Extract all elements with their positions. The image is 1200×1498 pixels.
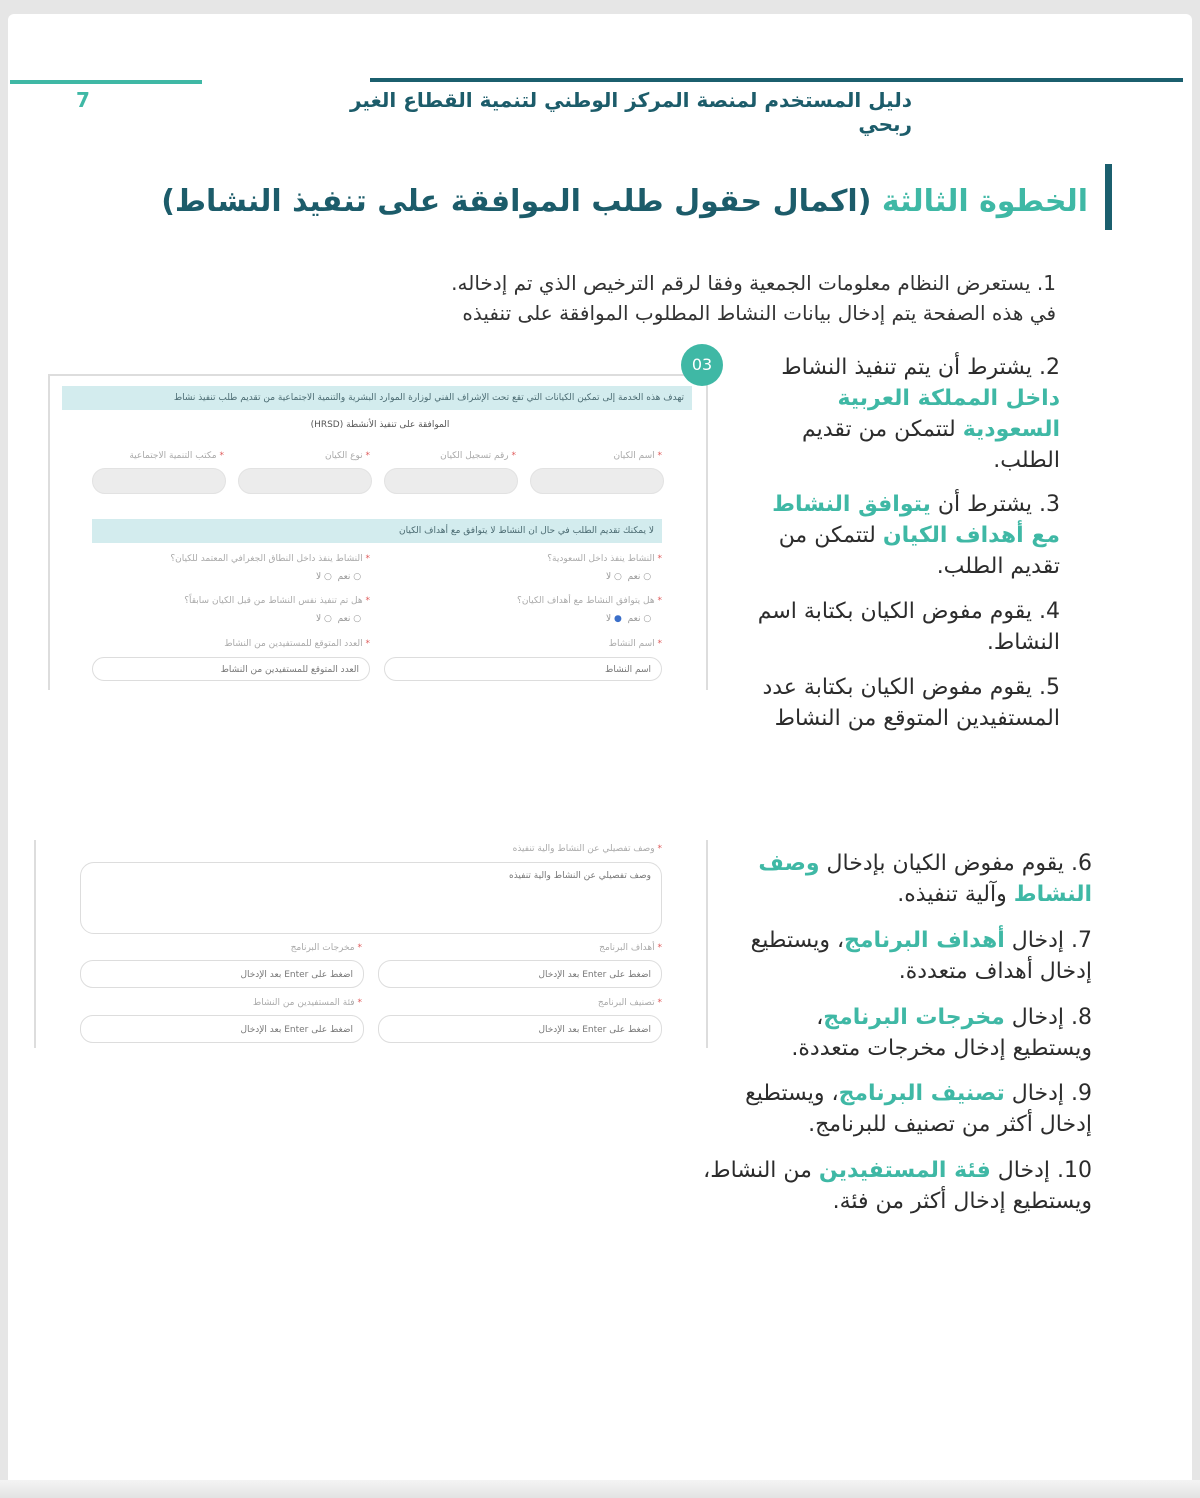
- warning-banner: لا يمكنك تقديم الطلب في حال ان النشاط لا يتوافق مع أهداف الكيان: [92, 519, 662, 543]
- section-heading-rest: (اكمال حقول طلب الموافقة على تنفيذ النشاط): [161, 184, 882, 219]
- field-label: * العدد المتوقع للمستفيدين من النشاط: [224, 639, 370, 649]
- field-label: * فئة المستفيدين من النشاط: [252, 998, 362, 1008]
- program-outputs-input[interactable]: اضغط على Enter بعد الإدخال: [80, 960, 364, 988]
- item-text: ، ويستطيع إدخال أهداف متعددة.: [750, 928, 1092, 984]
- field-label: * مكتب التنمية الاجتماعية: [129, 451, 224, 461]
- item-text: 8. إدخال: [1004, 1005, 1092, 1030]
- list-item: 5. يقوم مفوض الكيان بكتابة عدد المستفيدين المتوقع من النشاط: [762, 675, 1060, 731]
- question-label: * هل تم تنفيذ نفس النشاط من قبل الكيان سابقاً؟: [184, 596, 370, 606]
- list-item: [730, 848, 1092, 910]
- list-item: [740, 489, 1060, 582]
- field-label: * نوع الكيان: [324, 451, 370, 461]
- item-highlight: فئة المستفيدين: [818, 1158, 991, 1183]
- step-number-badge: 03: [681, 344, 723, 386]
- form-screenshot-1: [48, 374, 708, 690]
- item-text: 7. إدخال: [1004, 928, 1092, 953]
- intro-line-2: في هذه الصفحة يتم إدخال بيانات النشاط المطلوب الموافقة على تنفيذه: [462, 301, 1056, 325]
- intro-paragraph: [160, 268, 1056, 328]
- yes-no-radio[interactable]: ○ نعم ○ لا: [316, 614, 362, 624]
- service-info-banner: تهدف هذه الخدمة إلى تمكين الكيانات التي تقع تحت الإشراف الفني لوزارة الموارد البشرية والتنمية الاجتماعية من تقديم طلب تنفيذ نشاط: [62, 386, 692, 410]
- yes-no-radio[interactable]: ○ نعم ● لا: [606, 614, 652, 624]
- item-highlight: يتوافق النشاط مع أهداف الكيان: [772, 492, 1060, 548]
- yes-no-radio[interactable]: ○ نعم ○ لا: [606, 572, 652, 582]
- question-label: * النشاط ينفذ داخل السعودية؟: [547, 554, 662, 564]
- item-highlight: وصف النشاط: [758, 851, 1092, 907]
- entity-name-field[interactable]: [530, 468, 664, 494]
- activity-name-input[interactable]: اسم النشاط: [384, 657, 662, 681]
- field-label: * تصنيف البرنامج: [597, 998, 662, 1008]
- yes-no-radio[interactable]: ○ نعم ○ لا: [316, 572, 362, 582]
- form-screenshot-2: [34, 840, 708, 1048]
- item-highlight: مخرجات البرنامج: [823, 1005, 1005, 1030]
- entity-type-field[interactable]: [238, 468, 372, 494]
- list-item: [740, 352, 1060, 476]
- list-item: 4. يقوم مفوض الكيان بكتابة اسم النشاط.: [757, 599, 1060, 655]
- entity-registration-field[interactable]: [384, 468, 518, 494]
- field-label: * مخرجات البرنامج: [290, 943, 362, 953]
- item-text: 2. يشترط أن يتم تنفيذ النشاط: [781, 355, 1060, 380]
- list-item: [730, 1078, 1092, 1140]
- list-item: [730, 925, 1092, 987]
- header-rule-right: [370, 78, 1183, 82]
- list-item: [700, 1155, 1092, 1217]
- section-heading-accent: الخطوة الثالثة: [881, 184, 1088, 219]
- intro-line-1: 1. يستعرض النظام معلومات الجمعية وفقا لرقم الترخيص الذي تم إدخاله.: [451, 271, 1056, 295]
- item-text: 10. إدخال: [990, 1158, 1092, 1183]
- activity-description-textarea[interactable]: وصف تفصيلي عن النشاط والية تنفيذه: [80, 862, 662, 934]
- question-label: * هل يتوافق النشاط مع أهداف الكيان؟: [517, 596, 662, 606]
- item-text: لتتمكن من تقديم الطلب.: [802, 417, 1060, 473]
- page-bottom-edge: [0, 1480, 1200, 1498]
- form-subtitle: الموافقة على تنفيذ الأنشطة (HRSD): [310, 420, 450, 430]
- item-highlight: داخل المملكة العربية السعودية: [837, 386, 1060, 442]
- item-highlight: تصنيف البرنامج: [838, 1081, 1005, 1106]
- question-label: * النشاط ينفذ داخل النطاق الجغرافي المعتمد للكيان؟: [170, 554, 370, 564]
- item-text: ، ويستطيع إدخال أكثر من تصنيف للبرنامج.: [745, 1081, 1092, 1137]
- section-heading: [150, 184, 1088, 219]
- field-label: * اسم الكيان: [613, 451, 662, 461]
- list-item: [730, 1002, 1092, 1064]
- header-rule-left: [10, 80, 202, 84]
- item-text: من النشاط، ويستطيع إدخال أكثر من فئة.: [703, 1158, 1092, 1214]
- field-label: * وصف تفصيلي عن النشاط والية تنفيذه: [512, 844, 662, 854]
- item-text: 3. يشترط أن: [930, 492, 1060, 517]
- item-highlight: أهداف البرنامج: [844, 928, 1005, 953]
- field-label: * أهداف البرنامج: [599, 943, 662, 953]
- section-marker-bar: [1105, 164, 1112, 230]
- beneficiaries-count-input[interactable]: العدد المتوقع للمستفيدين من النشاط: [92, 657, 370, 681]
- program-goals-input[interactable]: اضغط على Enter بعد الإدخال: [378, 960, 662, 988]
- item-text: 9. إدخال: [1004, 1081, 1092, 1106]
- item-text: وآلية تنفيذه.: [897, 882, 1014, 907]
- page-number: 7: [76, 88, 90, 112]
- item-text: 6. يقوم مفوض الكيان بإدخال: [819, 851, 1092, 876]
- beneficiary-category-input[interactable]: اضغط على Enter بعد الإدخال: [80, 1015, 364, 1043]
- field-label: * اسم النشاط: [608, 639, 662, 649]
- item-text: لتتمكن من تقديم الطلب.: [778, 523, 1060, 579]
- field-label: * رقم تسجيل الكيان: [440, 451, 516, 461]
- document-page: [8, 14, 1192, 1498]
- item-text: ، ويستطيع إدخال مخرجات متعددة.: [791, 1005, 1092, 1061]
- program-classification-input[interactable]: اضغط على Enter بعد الإدخال: [378, 1015, 662, 1043]
- document-title: دليل المستخدم لمنصة المركز الوطني لتنمية القطاع الغير ربحي: [349, 88, 912, 136]
- social-development-office-field[interactable]: [92, 468, 226, 494]
